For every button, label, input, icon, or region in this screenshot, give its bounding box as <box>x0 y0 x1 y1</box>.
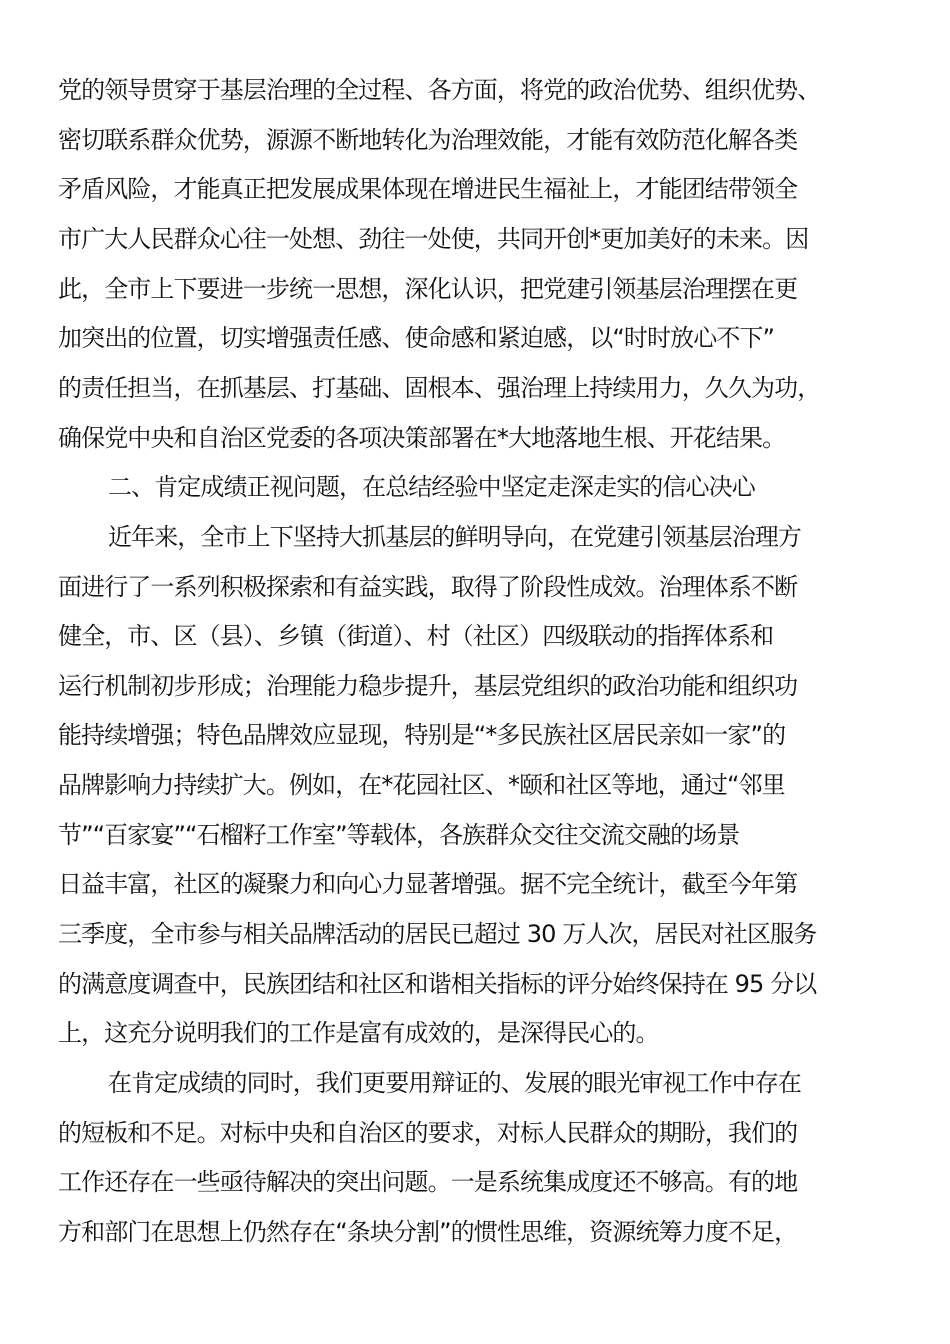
text-line: 确保党中央和自治区党委的各项决策部署在*大地落地生根、开花结果。 <box>58 424 786 452</box>
text-line: 三季度，全市参与相关品牌活动的居民已超过 30 万人次，居民对社区服务 <box>58 920 817 948</box>
text-line: 市广大人民群众心往一处想、劲往一处使，共同开创*更加美好的未来。因 <box>58 225 809 253</box>
text-line: 能持续增强；特色品牌效应显现，特别是“*多民族社区居民亲如一家”的 <box>58 721 786 749</box>
text-line: 健全，市、区（县）、乡镇（街道）、村（社区）四级联动的指挥体系和 <box>58 622 774 650</box>
text-line: 矛盾风险，才能真正把发展成果体现在增进民生福祉上，才能团结带领全 <box>58 175 798 203</box>
text-line: 的责任担当，在抓基层、打基础、固根本、强治理上持续用力，久久为功， <box>58 374 821 402</box>
text-line: 方和部门在思想上仍然存在“条块分割”的惯性思维，资源统筹力度不足， <box>58 1218 798 1246</box>
text-line: 的短板和不足。对标中央和自治区的要求，对标人民群众的期盼，我们的 <box>58 1119 798 1147</box>
text-line: 近年来，全市上下坚持大抓基层的鲜明导向，在党建引领基层治理方 <box>108 523 801 551</box>
text-line: 在肯定成绩的同时，我们更要用辩证的、发展的眼光审视工作中存在 <box>108 1069 801 1097</box>
section-heading: 二、肯定成绩正视问题，在总结经验中坚定走深走实的信心决心 <box>108 473 755 501</box>
text-line: 密切联系群众优势，源源不断地转化为治理效能，才能有效防范化解各类 <box>58 126 798 154</box>
text-line: 品牌影响力持续扩大。例如，在*花园社区、*颐和社区等地，通过“邻里 <box>58 771 785 799</box>
text-line: 节”“百家宴”“石榴籽工作室”等载体，各族群众交往交流交融的场景 <box>58 821 740 849</box>
text-line: 运行机制初步形成；治理能力稳步提升，基层党组织的政治功能和组织功 <box>58 672 798 700</box>
text-line: 加突出的位置，切实增强责任感、使命感和紧迫感，以“时时放心不下” <box>58 324 775 352</box>
text-line: 工作还存在一些亟待解决的突出问题。一是系统集成度还不够高。有的地 <box>58 1168 798 1196</box>
text-line: 面进行了一系列积极探索和有益实践，取得了阶段性成效。治理体系不断 <box>58 573 798 601</box>
text-line: 此，全市上下要进一步统一思想，深化认识，把党建引领基层治理摆在更 <box>58 275 798 303</box>
text-line: 党的领导贯穿于基层治理的全过程、各方面，将党的政治优势、组织优势、 <box>58 76 821 104</box>
text-line: 日益丰富，社区的凝聚力和向心力显著增强。据不完全统计，截至今年第 <box>58 870 798 898</box>
text-line: 上，这充分说明我们的工作是富有成效的，是深得民心的。 <box>58 1019 659 1047</box>
text-line: 的满意度调查中，民族团结和社区和谐相关指标的评分始终保持在 95 分以 <box>58 970 817 998</box>
